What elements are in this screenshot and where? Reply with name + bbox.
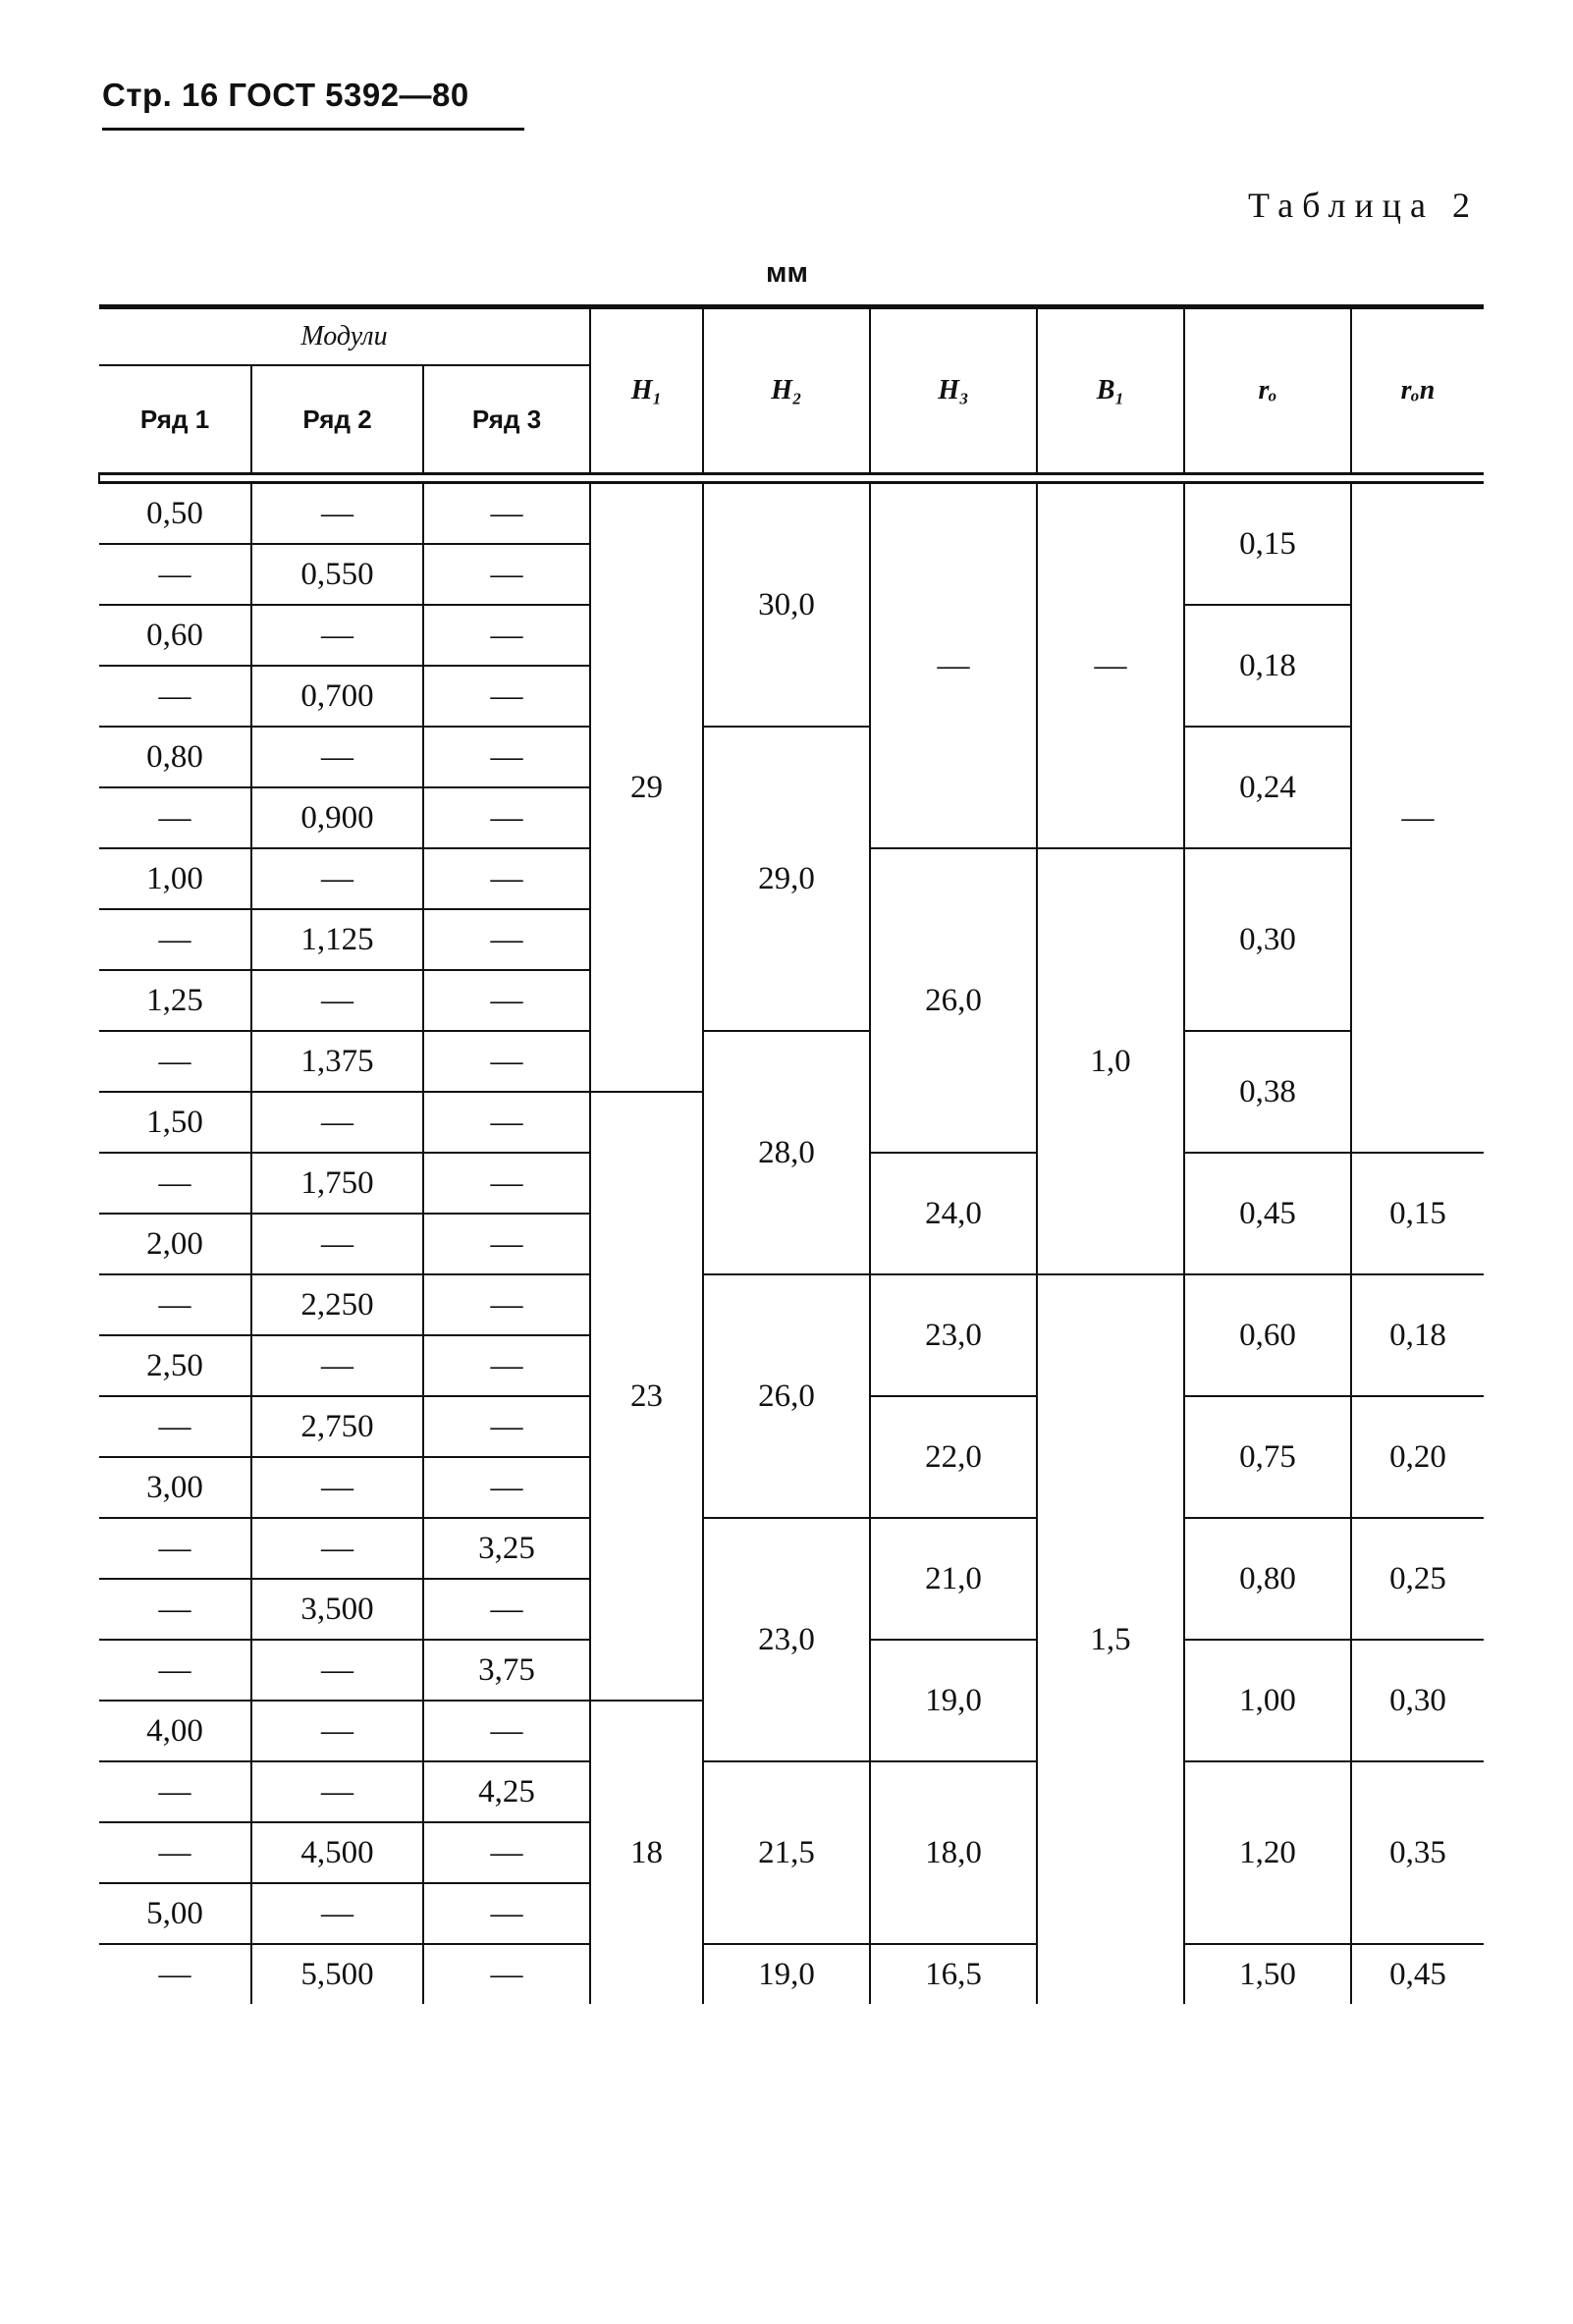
- h3-cell: 24,0: [870, 1153, 1037, 1274]
- modules-cell-row1: 1,25: [99, 970, 251, 1031]
- modules-cell-row2: —: [251, 1214, 423, 1274]
- modules-cell-row1: —: [99, 666, 251, 727]
- r0p-cell: 0,35: [1351, 1761, 1484, 1944]
- data-table: [98, 304, 1484, 2004]
- modules-cell-row1: 3,00: [99, 1457, 251, 1518]
- table-caption: Таблица 2: [1248, 186, 1479, 225]
- table-row: [99, 1031, 1484, 1092]
- modules-cell-row1: 1,50: [99, 1092, 251, 1153]
- header-r0: rₒ: [1184, 309, 1351, 474]
- modules-cell-row1: 5,00: [99, 1883, 251, 1944]
- modules-cell-row1: —: [99, 1396, 251, 1457]
- header-row-2: Ряд 2: [251, 365, 423, 474]
- modules-cell-row2: —: [251, 1457, 423, 1518]
- table-row: [99, 1761, 1484, 1822]
- modules-cell-row3: 3,25: [423, 1518, 590, 1579]
- header-row-3: Ряд 3: [423, 365, 590, 474]
- r0p-cell: 0,15: [1351, 1153, 1484, 1274]
- modules-cell-row3: —: [423, 1883, 590, 1944]
- h2-cell: 23,0: [703, 1518, 870, 1761]
- modules-group-header: Модули: [99, 309, 590, 365]
- modules-cell-row2: —: [251, 483, 423, 545]
- modules-cell-row1: —: [99, 1761, 251, 1822]
- modules-cell-row1: —: [99, 1153, 251, 1214]
- modules-cell-row2: 4,500: [251, 1822, 423, 1883]
- header-rule: [102, 128, 524, 131]
- r0-cell: 0,80: [1184, 1518, 1351, 1640]
- modules-cell-row3: 4,25: [423, 1761, 590, 1822]
- modules-cell-row2: —: [251, 1518, 423, 1579]
- modules-cell-row1: —: [158, 1956, 191, 1992]
- table-row: [99, 1274, 1484, 1335]
- h2-cell: 26,0: [703, 1274, 870, 1518]
- modules-cell-row3: —: [423, 1822, 590, 1883]
- h3-cell: 18,0: [870, 1761, 1037, 1944]
- modules-cell-row1: 2,00: [99, 1214, 251, 1274]
- header-H3: H₃: [870, 309, 1037, 474]
- modules-cell-row2: 3,500: [251, 1579, 423, 1640]
- modules-cell-row2: —: [251, 1092, 423, 1153]
- modules-cell-row3: —: [423, 483, 590, 545]
- modules-cell-row1: —: [99, 1640, 251, 1701]
- modules-cell-row2: 2,750: [251, 1396, 423, 1457]
- r0-cell: 0,18: [1184, 605, 1351, 727]
- r0p-cell: 0,18: [1351, 1274, 1484, 1396]
- modules-cell-row2: 0,550: [251, 544, 423, 605]
- header-H2: H₂: [703, 309, 870, 474]
- modules-cell-row3: —: [423, 544, 590, 605]
- r0-cell: 0,38: [1184, 1031, 1351, 1153]
- modules-cell-row1: 0,50: [99, 483, 251, 545]
- modules-cell-row3: —: [423, 1092, 590, 1153]
- table-row: [99, 1518, 1484, 1579]
- modules-cell-row2: 1,125: [251, 909, 423, 970]
- r0-cell: 0,15: [1184, 483, 1351, 606]
- modules-cell-row2: —: [251, 1640, 423, 1701]
- modules-cell-row3: —: [423, 727, 590, 787]
- h1-cell: 18: [590, 1701, 703, 2004]
- modules-cell-row1: —: [99, 909, 251, 970]
- modules-cell-row3: —: [423, 970, 590, 1031]
- h3-cell: 16,5: [870, 1944, 1037, 2004]
- h1-cell: 23: [590, 1092, 703, 1701]
- modules-cell-row1: —: [99, 1274, 251, 1335]
- r0-cell: 0,24: [1184, 727, 1351, 848]
- modules-cell-row2: —: [251, 1701, 423, 1761]
- table-row: [99, 727, 1484, 787]
- h1-cell: 29: [590, 483, 703, 1093]
- header-r0p: rₒп: [1351, 309, 1484, 474]
- h3-cell: 21,0: [870, 1518, 1037, 1640]
- r0-cell: 0,30: [1184, 848, 1351, 1031]
- modules-cell-row2: 2,250: [251, 1274, 423, 1335]
- b1-cell: 1,5: [1037, 1274, 1184, 2004]
- modules-cell-row2: 1,375: [251, 1031, 423, 1092]
- modules-cell-row3: —: [423, 605, 590, 666]
- modules-cell-row2: 0,900: [251, 787, 423, 848]
- modules-cell-row1: 0,60: [99, 605, 251, 666]
- modules-cell-row3: —: [423, 1457, 590, 1518]
- modules-cell-row1: —: [99, 544, 251, 605]
- modules-cell-row1: 4,00: [99, 1701, 251, 1761]
- units-label: мм: [766, 257, 808, 289]
- modules-cell-row3: —: [423, 1396, 590, 1457]
- modules-cell-row1: 0,80: [99, 727, 251, 787]
- modules-cell-row3: —: [423, 1701, 590, 1761]
- h3-cell: 22,0: [870, 1396, 1037, 1518]
- h3-cell: 19,0: [870, 1640, 1037, 1761]
- r0-cell: 0,60: [1184, 1274, 1351, 1396]
- header-row-1: Ряд 1: [139, 404, 210, 434]
- b1-cell: —: [1037, 483, 1184, 849]
- modules-cell-row3: —: [423, 787, 590, 848]
- r0p-cell: 0,25: [1351, 1518, 1484, 1640]
- r0p-cell: 0,45: [1351, 1944, 1484, 2004]
- table-row: [99, 1944, 1484, 2004]
- modules-cell-row1: 1,00: [99, 848, 251, 909]
- modules-cell-row3: —: [423, 909, 590, 970]
- modules-cell-row1: 2,50: [99, 1335, 251, 1396]
- modules-cell-row1: —: [99, 1031, 251, 1092]
- modules-cell-row3: —: [423, 1031, 590, 1092]
- r0-cell: 0,75: [1184, 1396, 1351, 1518]
- modules-cell-row2: 1,750: [251, 1153, 423, 1214]
- r0-cell: 1,00: [1184, 1640, 1351, 1761]
- modules-cell-row2: —: [251, 848, 423, 909]
- modules-cell-row2: —: [251, 1335, 423, 1396]
- modules-cell-row2: —: [251, 1761, 423, 1822]
- modules-cell-row2: —: [251, 605, 423, 666]
- modules-cell-row1: —: [99, 1518, 251, 1579]
- h2-cell: 21,5: [703, 1761, 870, 1944]
- modules-cell-row2: —: [251, 727, 423, 787]
- h3-cell: —: [870, 483, 1037, 849]
- modules-cell-row3: —: [423, 1153, 590, 1214]
- r0p-cell: 0,20: [1351, 1396, 1484, 1518]
- header-H1: H₁: [590, 309, 703, 474]
- modules-cell-row3: —: [423, 1944, 590, 2004]
- h3-cell: 26,0: [870, 848, 1037, 1153]
- h2-cell: 29,0: [703, 727, 870, 1031]
- modules-cell-row3: —: [423, 1335, 590, 1396]
- r0-cell: 0,45: [1184, 1153, 1351, 1274]
- header-double-rule: [99, 474, 1484, 483]
- modules-cell-row2: —: [251, 970, 423, 1031]
- data-table-wrap: [98, 304, 1483, 2004]
- modules-cell-row1: —: [99, 1579, 251, 1640]
- modules-cell-row1: —: [99, 1822, 251, 1883]
- h2-cell: 30,0: [703, 483, 870, 728]
- r0p-cell: —: [1351, 483, 1484, 1154]
- modules-cell-row3: 3,75: [423, 1640, 590, 1701]
- modules-cell-row3: —: [423, 1274, 590, 1335]
- b1-cell: 1,0: [1037, 848, 1184, 1274]
- page-header: Стр. 16 ГОСТ 5392—80: [102, 77, 469, 113]
- modules-cell-row3: —: [423, 666, 590, 727]
- table-row: [99, 483, 1484, 545]
- table-body: [99, 474, 1484, 2005]
- r0-cell: 1,20: [1184, 1761, 1351, 1944]
- modules-cell-row1: —: [99, 787, 251, 848]
- header-B1: B₁: [1037, 309, 1184, 474]
- h2-cell: 28,0: [703, 1031, 870, 1274]
- r0p-cell: 0,30: [1351, 1640, 1484, 1761]
- modules-cell-row2: —: [251, 1883, 423, 1944]
- modules-cell-row3: —: [423, 1579, 590, 1640]
- modules-cell-row2: 0,700: [251, 666, 423, 727]
- modules-cell-row3: —: [423, 848, 590, 909]
- r0-cell: 1,50: [1184, 1944, 1351, 2004]
- h2-cell: 19,0: [703, 1944, 870, 2004]
- modules-cell-row2: 5,500: [251, 1944, 423, 2004]
- modules-cell-row3: —: [423, 1214, 590, 1274]
- h3-cell: 23,0: [870, 1274, 1037, 1396]
